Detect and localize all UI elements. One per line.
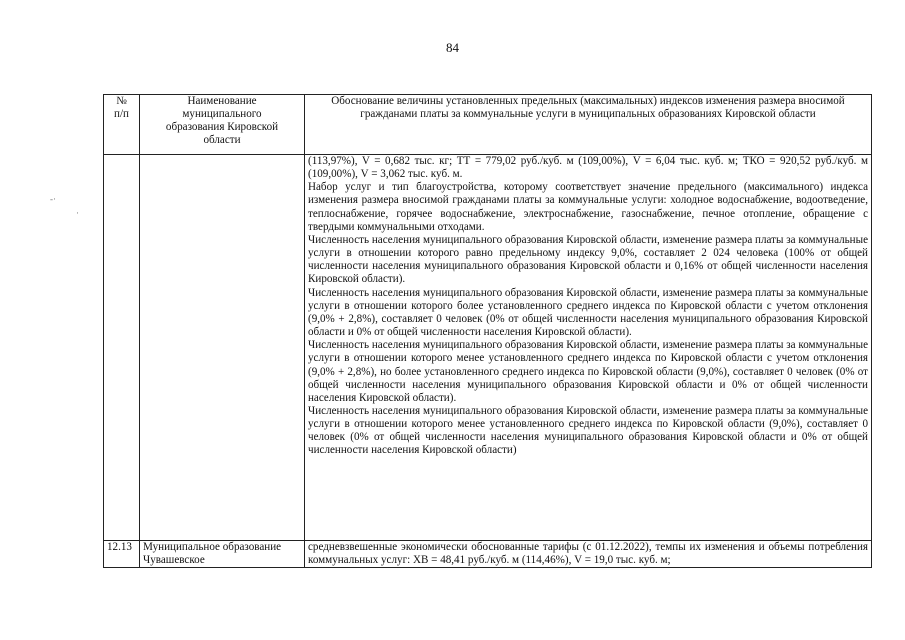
- cell-basis: [305, 541, 872, 568]
- table-row: [104, 541, 872, 568]
- paragraph-tariffs-continuation: (113,97%), V = 0,682 тыс. кг; ТТ = 779,02 руб./куб. м (109,00%), V = 6,04 тыс. куб. м; ТКО = 920,52 руб./куб. м (109,00%), V = 3,062 тыс. куб. м.: [308, 155, 868, 181]
- paragraph-service-set: Набор услуг и тип благоустройства, которому соответствует значение предельного (максимального) индекса изменения размера вносимой гражданами платы за коммунальные услуги: холодное водоснабжение, водоотведение, теплоснабжение, горячее водоснабжение, электроснабжение, газоснабжение, печное отопление, обращение с твердыми коммунальными отходами.: [308, 181, 868, 233]
- paragraph-population-above-deviation: Численность населения муниципального образования Кировской области, изменение размера платы за коммунальные услуги в отношении которого более установленного среднего индекса по Кировской области с учетом отклонения (9,0% + 2,8%), составляет 0 человек (0% от общей численности населения муниципального образования Кировской области и 0% от общей численности населения Кировской области).: [308, 286, 868, 339]
- table-row: [104, 155, 872, 541]
- paragraph-population-below: Численность населения муниципального образования Кировской области, изменение размера платы за коммунальные услуги в отношении которого менее установленного среднего индекса по Кировской области (9,0%), составляет 0 человек (0% от общей численности населения муниципального образования Кировской области и 0% от общей численности населения Кировской области): [308, 404, 868, 457]
- header-municipality-name: Наименование муниципального образования Кировской области: [140, 95, 305, 155]
- paragraph-tariffs: средневзвешенные экономически обоснованные тарифы (с 01.12.2022), темпы их изменения и объемы потребления коммунальных услуг: ХВ = 48,41 руб./куб. м (114,46%), V = 19,0 тыс. куб. м;: [308, 541, 868, 567]
- cell-number: 12.13: [104, 541, 140, 568]
- cell-name-empty: [140, 155, 305, 541]
- scan-artifact: ·: [76, 208, 79, 218]
- paragraph-population-equal-index: Численность населения муниципального образования Кировской области, изменение размера платы за коммунальные услуги в отношении которого равно предельному индексу 9,0%, составляет 2 024 человека (100% от общей численности населения муниципального образования Кировской области и 0,16% от общей численности населения Кировской области).: [308, 233, 868, 286]
- cell-basis-continuation: [305, 155, 872, 541]
- page-number: 84: [446, 40, 459, 55]
- cell-municipality-name: Муниципальное образование Чувашевское: [140, 541, 305, 568]
- index-table: [103, 94, 872, 568]
- header-number: № п/п: [104, 95, 140, 155]
- header-basis: Обоснование величины установленных предельных (максимальных) индексов изменения размера вносимой гражданами платы за коммунальные услуги в муниципальных образованиях Кировской области: [305, 95, 872, 155]
- table-header-row: [104, 95, 872, 155]
- cell-number-empty: [104, 155, 140, 541]
- paragraph-population-between: Численность населения муниципального образования Кировской области, изменение размера платы за коммунальные услуги в отношении которого менее установленного среднего индекса по Кировской области с учетом отклонения (9,0% + 2,8%), но более установленного среднего индекса по Кировской области (9,0%), составляет 0 человек (0% от общей численности населения муниципального образования Кировской области и 0% от общей численности населения Кировской области).: [308, 339, 868, 404]
- scan-artifact: -·: [50, 194, 56, 204]
